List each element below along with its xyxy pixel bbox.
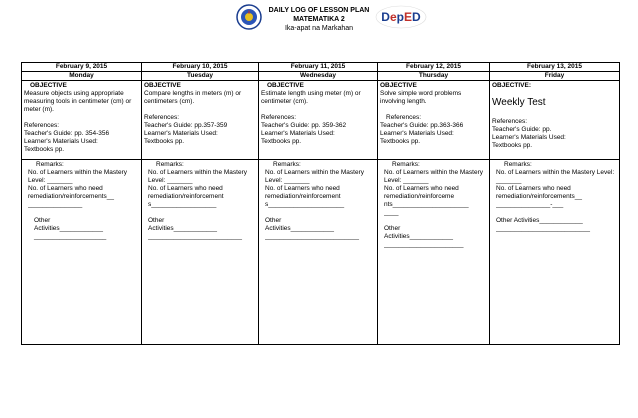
other-activities-blank: __________________________	[265, 233, 359, 240]
remediation-blank: s__________________	[148, 201, 217, 208]
teachers-guide: Teacher's Guide: pp.	[492, 126, 552, 133]
document-title: DAILY LOG OF LESSON PLAN	[268, 7, 370, 14]
other-label: Other	[148, 217, 165, 224]
remediation-blank: _______________	[28, 201, 83, 208]
weekly-test-label: Weekly Test	[492, 97, 546, 108]
day-row	[22, 72, 620, 81]
subject-title: MATEMATIKA 2	[293, 16, 345, 23]
other-activities: Activities____________	[265, 225, 335, 232]
textbooks: Textbooks pp.	[144, 138, 185, 145]
objective-cell-tuesday	[142, 81, 259, 160]
textbooks: Textbooks pp.	[492, 142, 533, 149]
remarks-label: Remarks:	[36, 161, 64, 168]
remediation-blank: _______________-___	[496, 201, 564, 208]
date-row	[22, 63, 620, 72]
learners-materials: Learner's Materials Used:	[24, 138, 98, 145]
date-cell: February 11, 2015	[259, 63, 378, 72]
objective-heading: OBJECTIVE	[144, 82, 181, 89]
remarks-label: Remarks:	[273, 161, 301, 168]
other-label: Other	[265, 217, 282, 224]
remediation-count: No. of Learners who need remediation/reinforcement	[265, 185, 341, 200]
references-label: References:	[24, 122, 60, 129]
remarks-cell-tuesday	[142, 160, 259, 345]
textbooks: Textbooks pp.	[261, 138, 302, 145]
references-label: References:	[261, 114, 297, 121]
mastery-count: No. of Learners within the Mastery Level: _______	[384, 169, 483, 184]
remarks-cell-wednesday	[259, 160, 378, 345]
other-label: Other	[384, 225, 401, 232]
other-label: Other	[34, 217, 51, 224]
objective-cell-monday	[22, 81, 142, 160]
quarter-title: Ika-apat na Markahan	[284, 25, 354, 32]
remarks-row	[22, 160, 620, 345]
deped-logo-text: DepED	[381, 10, 421, 24]
mastery-count: No. of Learners within the Mastery Level: _______	[28, 169, 127, 184]
teachers-guide: Teacher's Guide: pp.357-359	[144, 122, 228, 129]
objective-heading: OBJECTIVE	[380, 82, 417, 89]
objective-text: Solve simple word problems involving length.	[380, 90, 462, 105]
other-activities-blank: __________________________	[148, 233, 242, 240]
remediation-count: No. of Learners who need remediation/reinforcements__	[28, 185, 114, 200]
mastery-count: No. of Learners within the Mastery Level: _______	[265, 169, 364, 184]
other-activities: Other Activities____________	[496, 217, 583, 224]
day-cell: Wednesday	[259, 72, 378, 81]
lesson-log-table	[21, 62, 620, 345]
day-cell: Tuesday	[142, 72, 259, 81]
remarks-label: Remarks:	[392, 161, 420, 168]
objective-heading: OBJECTIVE	[267, 82, 304, 89]
objective-cell-friday	[490, 81, 620, 160]
remediation-count: No. of Learners who need remediation/reinforceme	[384, 185, 459, 200]
references-label: References:	[492, 118, 528, 125]
other-activities-blank: ______________________	[384, 241, 464, 248]
other-activities: Activities____________	[34, 225, 104, 232]
textbooks: Textbooks pp.	[380, 138, 421, 145]
date-cell: February 9, 2015	[22, 63, 142, 72]
references-label: References:	[144, 114, 180, 121]
objective-text: Compare lengths in meters (m) or centimeters (cm).	[144, 90, 242, 105]
objective-heading: OBJECTIVE:	[492, 82, 532, 89]
objective-heading: OBJECTIVE	[30, 82, 67, 89]
remediation-count: No. of Learners who need remediation/reinforcement	[148, 185, 224, 200]
remediation-blank: s_____________________	[265, 201, 345, 208]
remediation-blank-2: ____	[384, 209, 399, 216]
objective-cell-thursday	[378, 81, 490, 160]
remarks-label: Remarks:	[156, 161, 184, 168]
objective-cell-wednesday	[259, 81, 378, 160]
remarks-cell-thursday	[378, 160, 490, 345]
remarks-label: Remarks:	[504, 161, 532, 168]
objective-text: Estimate length using meter (m) or centimeter (cm).	[261, 90, 361, 105]
day-cell: Monday	[22, 72, 142, 81]
day-cell: Friday	[490, 72, 620, 81]
teachers-guide: Teacher's Guide: pp.363-366	[380, 122, 464, 129]
remediation-count: No. of Learners who need remediation/reinforcements__	[496, 185, 582, 200]
document-header	[0, 0, 638, 56]
day-cell: Thursday	[378, 72, 490, 81]
mastery-count: No. of Learners within the Mastery Level: _______	[148, 169, 247, 184]
other-activities-blank: __________________________	[496, 225, 590, 232]
date-cell: February 10, 2015	[142, 63, 259, 72]
references-label: References:	[386, 114, 422, 121]
teachers-guide: Teacher's Guide: pp. 354-356	[24, 130, 110, 137]
other-activities: Activities____________	[384, 233, 454, 240]
learners-materials: Learner's Materials Used:	[144, 130, 218, 137]
learners-materials: Learner's Materials Used:	[492, 134, 566, 141]
remarks-cell-friday	[490, 160, 620, 345]
remarks-cell-monday	[22, 160, 142, 345]
mastery-count: No. of Learners within the Mastery Level: _______	[496, 169, 615, 184]
title-block	[0, 6, 638, 33]
date-cell: February 13, 2015	[490, 63, 620, 72]
learners-materials: Learner's Materials Used:	[261, 130, 335, 137]
learners-materials: Learner's Materials Used:	[380, 130, 454, 137]
date-cell: February 12, 2015	[378, 63, 490, 72]
remediation-blank: nts_____________________	[384, 201, 469, 208]
other-activities-blank: ____________________	[34, 233, 107, 240]
objective-text: Measure objects using appropriate measuring tools in centimeter (cm) or meter (m).	[24, 90, 132, 113]
deped-logo-icon	[375, 4, 427, 30]
objective-row	[22, 81, 620, 160]
other-activities: Activities____________	[148, 225, 218, 232]
textbooks: Textbooks pp.	[24, 146, 65, 153]
teachers-guide: Teacher's Guide: pp. 359-362	[261, 122, 347, 129]
